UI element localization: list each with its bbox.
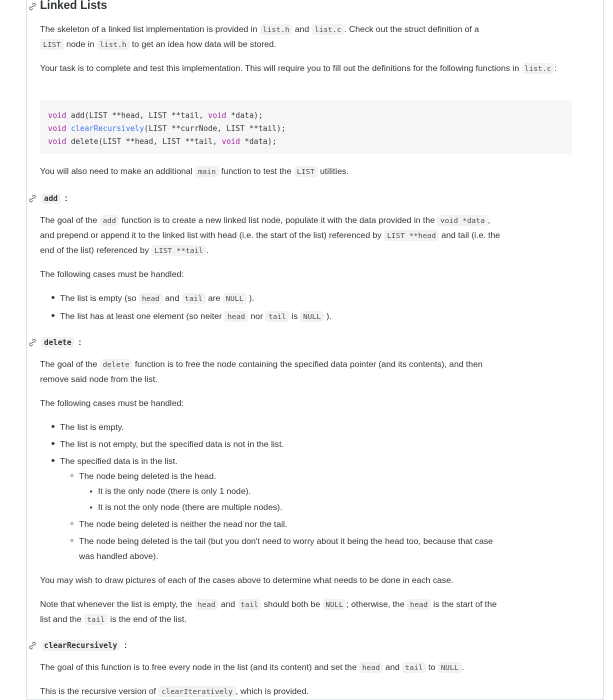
bullet xyxy=(48,309,58,324)
bullet xyxy=(67,517,77,532)
delete-subcase-head: ◦ The node being deleted is the head. xyxy=(67,469,216,484)
anchor-link-icon[interactable] xyxy=(28,194,37,203)
add-heading: add : xyxy=(28,192,68,204)
add-description: The goal of the add function is to create a new linked list node, populate it with the data provided in the void *data , and prepend or append it to the linked list with head (i.e. the start of the list) referenced by LIST **head and tail (i.e. the end of the list) referenced by LIST **tail . xyxy=(40,215,501,255)
delete-description: The goal of the delete function is to free the node containing the specified data pointer (and its contents), and then remove said node from the list. xyxy=(40,359,483,384)
anchor-link-icon[interactable] xyxy=(28,338,37,347)
draw-pictures-note: You may wish to draw pictures of each of the cases above to determine what needs to be done in each case. xyxy=(40,575,454,585)
delete-subcase-only-node: ▪ It is the only node (there is only 1 node). xyxy=(86,484,251,499)
clear-recursively-heading: clearRecursively : xyxy=(28,639,127,651)
bullet xyxy=(86,500,96,515)
add-case-nonempty: • The list has at least one element (so neiter head nor tail is NULL ). xyxy=(48,309,332,324)
bullet xyxy=(48,454,58,469)
page-title: Linked Lists xyxy=(40,0,108,12)
clear-recursively-description: The goal of this function is to free every node in the list (and its content) and set the head and tail to NULL . xyxy=(40,662,465,672)
delete-case-not-in-list: • The list is not empty, but the specified data is not in the list. xyxy=(48,437,284,452)
bullet xyxy=(67,469,77,484)
main-function-note: You will also need to make an additional main function to test the LIST utilities. xyxy=(40,166,349,176)
anchor-link-icon[interactable] xyxy=(28,641,37,650)
bullet xyxy=(48,437,58,452)
bullet xyxy=(86,484,96,499)
add-case-empty: • The list is empty (so head and tail are NULL ). xyxy=(48,291,254,306)
delete-subcase-multiple-nodes: ▪ It is not the only node (there are multiple nodes). xyxy=(86,500,282,515)
anchor-link-icon[interactable] xyxy=(28,2,37,11)
bullet xyxy=(67,534,77,549)
page-heading xyxy=(28,0,107,12)
delete-subcase-middle: ◦ The node being deleted is neither the nead nor the tail. xyxy=(67,517,287,532)
delete-case-empty: • The list is empty. xyxy=(48,420,124,435)
intro-paragraph-1: The skeleton of a linked list implementation is provided in list.h and list.c . Check out the struct definition of a LIST node in list.h to get an idea how data will be stored. xyxy=(40,24,479,49)
delete-case-in-list: • The specified data is in the list. xyxy=(48,454,178,469)
delete-heading: delete : xyxy=(28,336,81,348)
bullet xyxy=(48,291,58,306)
delete-subcase-tail: ◦ The node being deleted is the tail (but you don't need to worry about it being the head too, because that case was handled above). xyxy=(67,534,577,564)
intro-paragraph-2: Your task is to complete and test this implementation. This will require you to fill out the definitions for the following functions in list.c : xyxy=(40,63,557,73)
function-signatures-codeblock: void add(LIST **head, LIST **tail, void *data); void clearRecursively(LIST **currNode, LIST **tail); void delete(LIST **head, LIST **tail, void *data); xyxy=(40,100,572,154)
empty-list-note: Note that whenever the list is empty, the head and tail should both be NULL ; otherwise, the head is the start of the list and the tail is the end of the list. xyxy=(40,599,497,624)
add-cases-intro: The following cases must be handled: xyxy=(40,269,184,279)
bullet xyxy=(48,420,58,435)
clear-iteratively-note: This is the recursive version of clearIteratively , which is provided. xyxy=(40,686,309,696)
delete-cases-intro: The following cases must be handled: xyxy=(40,398,184,408)
